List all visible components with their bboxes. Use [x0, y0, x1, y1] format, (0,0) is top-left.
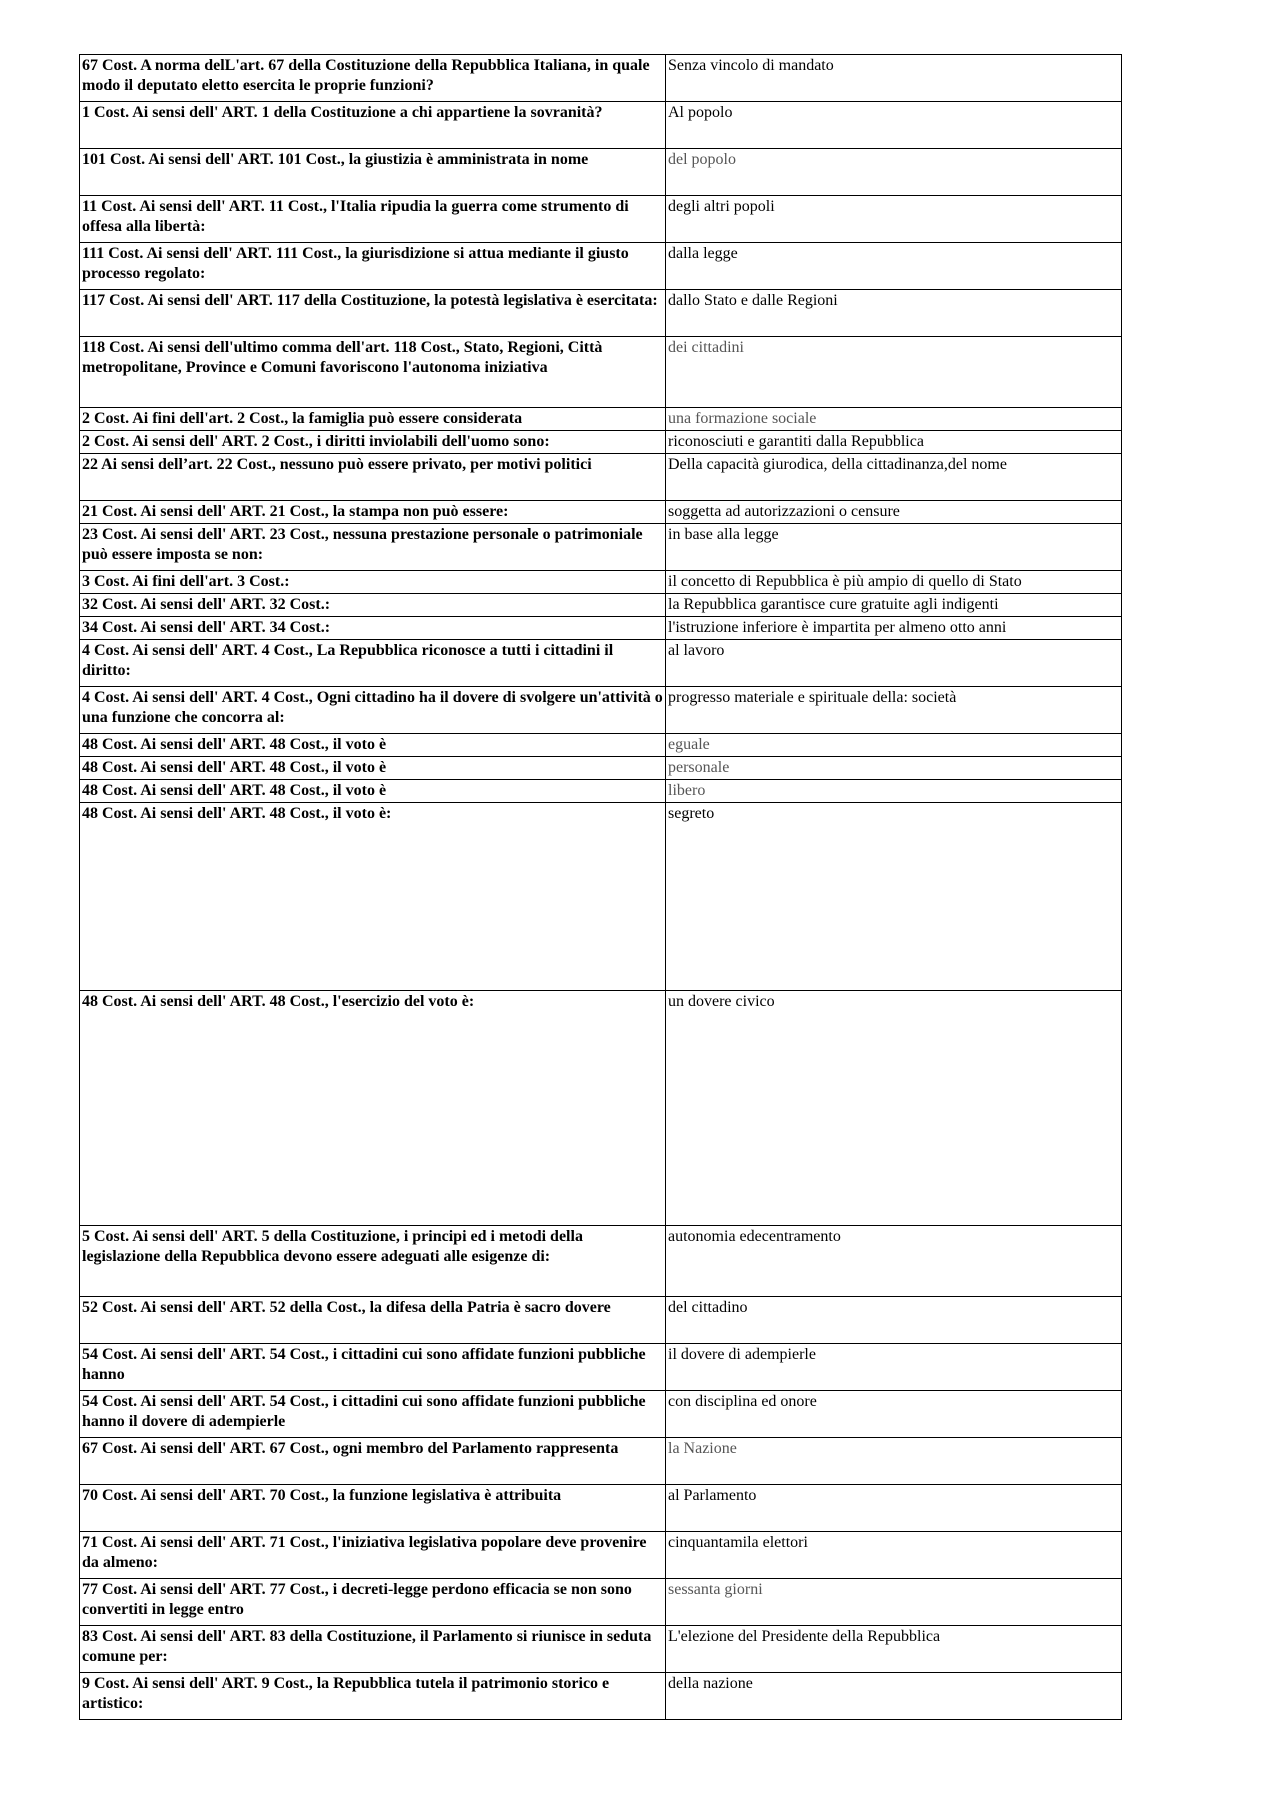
answer-cell: la Nazione	[666, 1438, 1122, 1485]
question-cell: 111 Cost. Ai sensi dell' ART. 111 Cost., la giurisdizione si attua mediante il giusto processo regolato:	[80, 243, 666, 290]
answer-cell: segreto	[666, 803, 1122, 991]
answer-cell: al lavoro	[666, 640, 1122, 687]
table-row	[80, 594, 1122, 617]
question-cell: 77 Cost. Ai sensi dell' ART. 77 Cost., i decreti-legge perdono efficacia se non sono convertiti in legge entro	[80, 1579, 666, 1626]
answer-cell: cinquantamila elettori	[666, 1532, 1122, 1579]
table-row	[80, 1438, 1122, 1485]
answer-cell: Al popolo	[666, 102, 1122, 149]
question-cell: 3 Cost. Ai fini dell'art. 3 Cost.:	[80, 571, 666, 594]
answer-cell: l'istruzione inferiore è impartita per almeno otto anni	[666, 617, 1122, 640]
question-cell: 4 Cost. Ai sensi dell' ART. 4 Cost., Ogni cittadino ha il dovere di svolgere un'attività o una funzione che concorra al:	[80, 687, 666, 734]
question-cell: 48 Cost. Ai sensi dell' ART. 48 Cost., il voto è	[80, 780, 666, 803]
question-cell: 54 Cost. Ai sensi dell' ART. 54 Cost., i cittadini cui sono affidate funzioni pubbliche hanno il dovere di adempierle	[80, 1391, 666, 1438]
answer-cell: riconosciuti e garantiti dalla Repubblica	[666, 431, 1122, 454]
answer-cell: del popolo	[666, 149, 1122, 196]
question-cell: 118 Cost. Ai sensi dell'ultimo comma dell'art. 118 Cost., Stato, Regioni, Città metropolitane, Province e Comuni favoriscono l'autonoma iniziativa	[80, 337, 666, 408]
question-cell: 54 Cost. Ai sensi dell' ART. 54 Cost., i cittadini cui sono affidate funzioni pubbliche hanno	[80, 1344, 666, 1391]
table-row	[80, 1297, 1122, 1344]
table-row	[80, 431, 1122, 454]
table-row	[80, 1485, 1122, 1532]
table-row	[80, 1579, 1122, 1626]
answer-cell: della nazione	[666, 1673, 1122, 1720]
answer-cell: una formazione sociale	[666, 408, 1122, 431]
answer-cell: con disciplina ed onore	[666, 1391, 1122, 1438]
table-row	[80, 55, 1122, 102]
table-row	[80, 757, 1122, 780]
table-row	[80, 571, 1122, 594]
answer-cell: al Parlamento	[666, 1485, 1122, 1532]
answer-cell: personale	[666, 757, 1122, 780]
question-cell: 48 Cost. Ai sensi dell' ART. 48 Cost., l'esercizio del voto è:	[80, 991, 666, 1226]
table-row	[80, 803, 1122, 991]
table-row	[80, 734, 1122, 757]
table-row	[80, 290, 1122, 337]
table-row	[80, 1532, 1122, 1579]
table-row	[80, 196, 1122, 243]
question-cell: 11 Cost. Ai sensi dell' ART. 11 Cost., l'Italia ripudia la guerra come strumento di offesa alla libertà:	[80, 196, 666, 243]
question-cell: 83 Cost. Ai sensi dell' ART. 83 della Costituzione, il Parlamento si riunisce in seduta comune per:	[80, 1626, 666, 1673]
answer-cell: libero	[666, 780, 1122, 803]
question-cell: 32 Cost. Ai sensi dell' ART. 32 Cost.:	[80, 594, 666, 617]
question-cell: 52 Cost. Ai sensi dell' ART. 52 della Cost., la difesa della Patria è sacro dovere	[80, 1297, 666, 1344]
answer-cell: il concetto di Repubblica è più ampio di quello di Stato	[666, 571, 1122, 594]
question-cell: 101 Cost. Ai sensi dell' ART. 101 Cost., la giustizia è amministrata in nome	[80, 149, 666, 196]
answer-cell: in base alla legge	[666, 524, 1122, 571]
answer-cell: dei cittadini	[666, 337, 1122, 408]
question-cell: 67 Cost. A norma delL'art. 67 della Costituzione della Repubblica Italiana, in quale modo il deputato eletto esercita le proprie funzioni?	[80, 55, 666, 102]
answer-cell: dallo Stato e dalle Regioni	[666, 290, 1122, 337]
question-cell: 2 Cost. Ai fini dell'art. 2 Cost., la famiglia può essere considerata	[80, 408, 666, 431]
answer-cell: il dovere di adempierle	[666, 1344, 1122, 1391]
table-row	[80, 501, 1122, 524]
question-cell: 48 Cost. Ai sensi dell' ART. 48 Cost., il voto è	[80, 734, 666, 757]
answer-cell: Senza vincolo di mandato	[666, 55, 1122, 102]
answer-cell: dalla legge	[666, 243, 1122, 290]
answer-cell: degli altri popoli	[666, 196, 1122, 243]
answer-cell: sessanta giorni	[666, 1579, 1122, 1626]
question-cell: 23 Cost. Ai sensi dell' ART. 23 Cost., nessuna prestazione personale o patrimoniale può essere imposta se non:	[80, 524, 666, 571]
question-cell: 48 Cost. Ai sensi dell' ART. 48 Cost., il voto è:	[80, 803, 666, 991]
answer-cell: la Repubblica garantisce cure gratuite agli indigenti	[666, 594, 1122, 617]
answer-cell: Della capacità giurodica, della cittadinanza,del nome	[666, 454, 1122, 501]
question-cell: 9 Cost. Ai sensi dell' ART. 9 Cost., la Repubblica tutela il patrimonio storico e artistico:	[80, 1673, 666, 1720]
question-cell: 5 Cost. Ai sensi dell' ART. 5 della Costituzione, i principi ed i metodi della legislazione della Repubblica devono essere adeguati alle esigenze di:	[80, 1226, 666, 1297]
qa-table	[79, 54, 1122, 1720]
table-row	[80, 454, 1122, 501]
answer-cell: del cittadino	[666, 1297, 1122, 1344]
table-row	[80, 687, 1122, 734]
question-cell: 34 Cost. Ai sensi dell' ART. 34 Cost.:	[80, 617, 666, 640]
answer-cell: L'elezione del Presidente della Repubblica	[666, 1626, 1122, 1673]
answer-cell: autonomia edecentramento	[666, 1226, 1122, 1297]
answer-cell: soggetta ad autorizzazioni o censure	[666, 501, 1122, 524]
answer-cell: progresso materiale e spirituale della: società	[666, 687, 1122, 734]
table-row	[80, 1344, 1122, 1391]
question-cell: 70 Cost. Ai sensi dell' ART. 70 Cost., la funzione legislativa è attribuita	[80, 1485, 666, 1532]
question-cell: 67 Cost. Ai sensi dell' ART. 67 Cost., ogni membro del Parlamento rappresenta	[80, 1438, 666, 1485]
question-cell: 22 Ai sensi dell’art. 22 Cost., nessuno può essere privato, per motivi politici	[80, 454, 666, 501]
question-cell: 71 Cost. Ai sensi dell' ART. 71 Cost., l'iniziativa legislativa popolare deve provenire da almeno:	[80, 1532, 666, 1579]
table-row	[80, 1626, 1122, 1673]
table-row	[80, 780, 1122, 803]
question-cell: 48 Cost. Ai sensi dell' ART. 48 Cost., il voto è	[80, 757, 666, 780]
table-row	[80, 1226, 1122, 1297]
question-cell: 4 Cost. Ai sensi dell' ART. 4 Cost., La Repubblica riconosce a tutti i cittadini il diritto:	[80, 640, 666, 687]
answer-cell: eguale	[666, 734, 1122, 757]
table-row	[80, 102, 1122, 149]
table-row	[80, 991, 1122, 1226]
question-cell: 1 Cost. Ai sensi dell' ART. 1 della Costituzione a chi appartiene la sovranità?	[80, 102, 666, 149]
table-row	[80, 149, 1122, 196]
table-row	[80, 524, 1122, 571]
table-row	[80, 337, 1122, 408]
table-row	[80, 640, 1122, 687]
table-row	[80, 1673, 1122, 1720]
question-cell: 2 Cost. Ai sensi dell' ART. 2 Cost., i diritti inviolabili dell'uomo sono:	[80, 431, 666, 454]
qa-table-body	[80, 55, 1122, 1720]
table-row	[80, 617, 1122, 640]
table-row	[80, 408, 1122, 431]
question-cell: 117 Cost. Ai sensi dell' ART. 117 della Costituzione, la potestà legislativa è esercitata:	[80, 290, 666, 337]
table-row	[80, 1391, 1122, 1438]
answer-cell: un dovere civico	[666, 991, 1122, 1226]
question-cell: 21 Cost. Ai sensi dell' ART. 21 Cost., la stampa non può essere:	[80, 501, 666, 524]
table-row	[80, 243, 1122, 290]
